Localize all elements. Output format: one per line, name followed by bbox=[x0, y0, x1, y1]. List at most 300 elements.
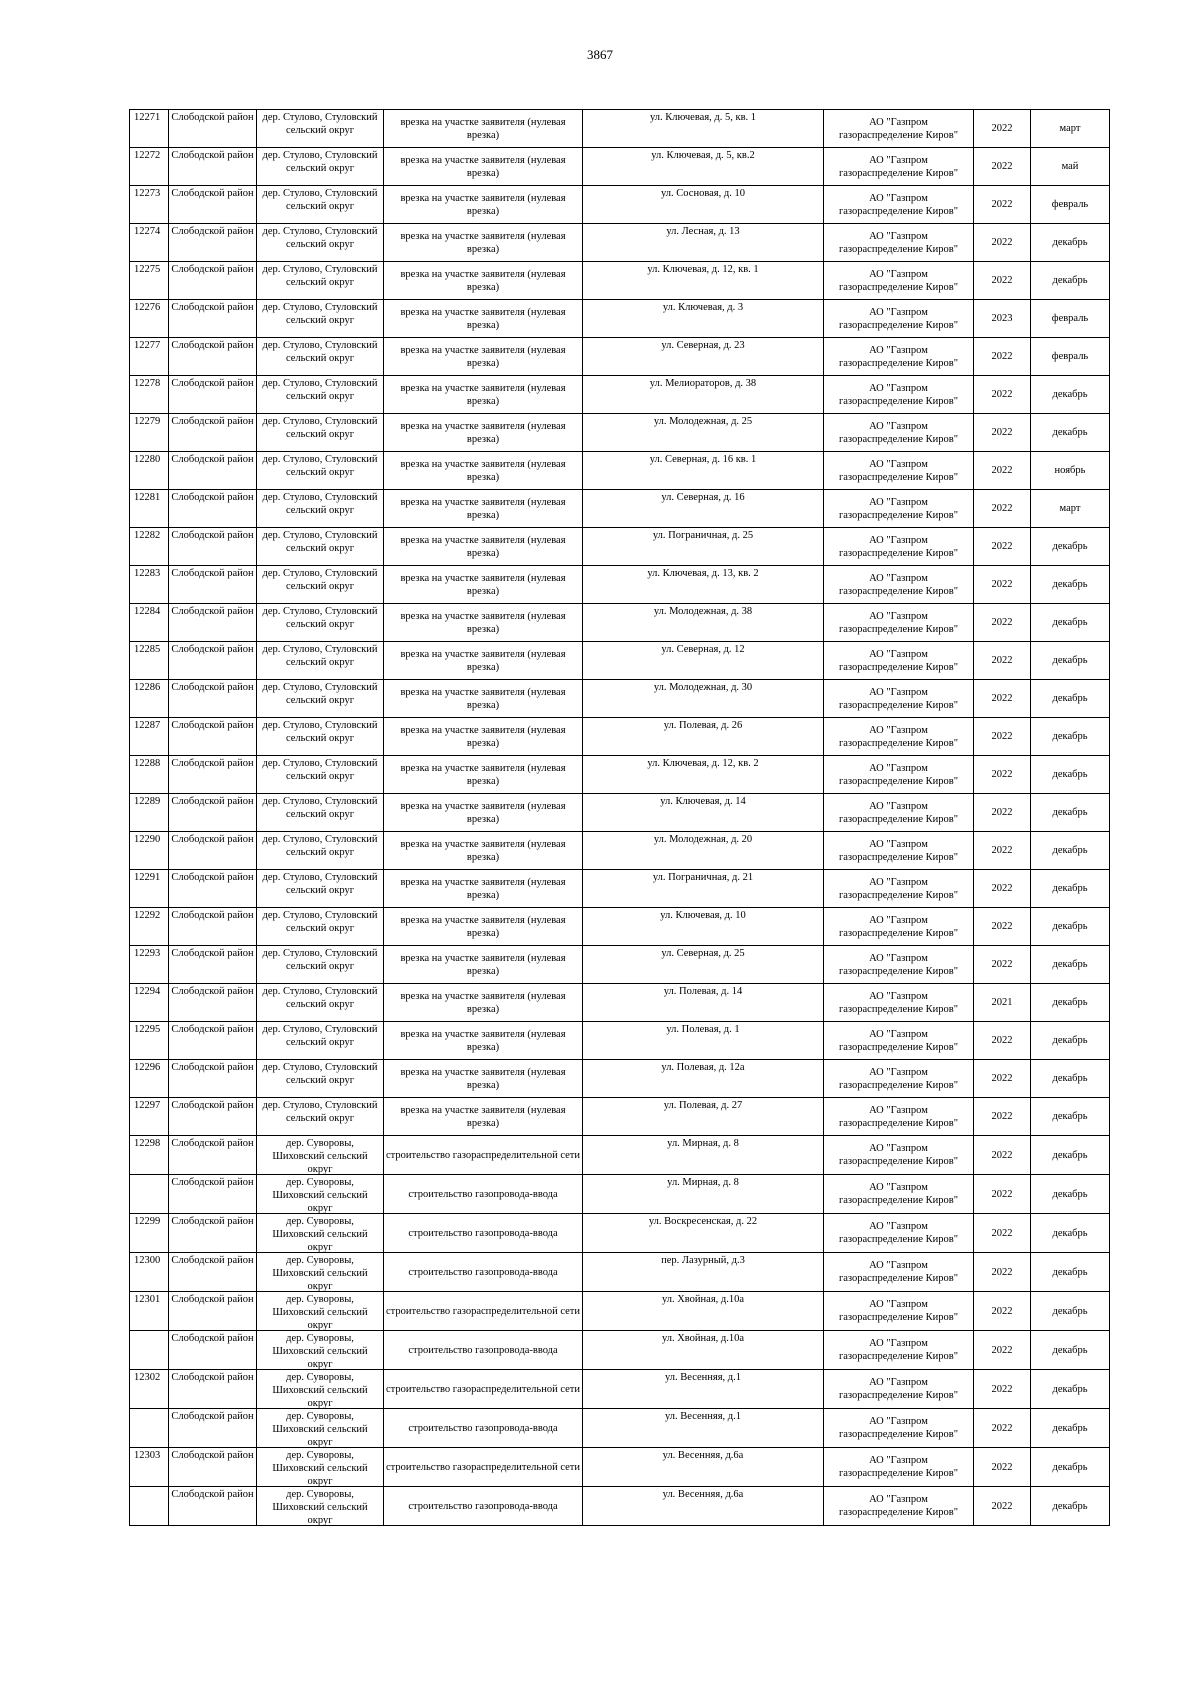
work-type-cell: строительство газопровода-ввода bbox=[384, 1331, 583, 1370]
address-cell: ул. Полевая, д. 1 bbox=[583, 1022, 824, 1060]
address-cell: ул. Молодежная, д. 38 bbox=[583, 604, 824, 642]
year-cell: 2022 bbox=[974, 1022, 1031, 1060]
year-cell: 2022 bbox=[974, 1175, 1031, 1214]
row-number: 12282 bbox=[130, 528, 169, 566]
year-cell: 2022 bbox=[974, 1409, 1031, 1448]
row-number: 12284 bbox=[130, 604, 169, 642]
address-cell: ул. Северная, д. 25 bbox=[583, 946, 824, 984]
table-row bbox=[130, 1292, 1110, 1331]
organization-cell: АО "Газпром газораспределение Киров" bbox=[824, 908, 974, 946]
district-cell: Слободской район bbox=[169, 262, 257, 300]
address-cell: ул. Молодежная, д. 20 bbox=[583, 832, 824, 870]
month-cell: декабрь bbox=[1031, 414, 1110, 452]
table-row bbox=[130, 1136, 1110, 1175]
table-row bbox=[130, 414, 1110, 452]
row-number: 12281 bbox=[130, 490, 169, 528]
settlement-cell bbox=[257, 1370, 384, 1409]
row-number: 12293 bbox=[130, 946, 169, 984]
address-cell: ул. Полевая, д. 14 bbox=[583, 984, 824, 1022]
work-type-cell: врезка на участке заявителя (нулевая врезка) bbox=[384, 262, 583, 300]
settlement-cell bbox=[257, 1292, 384, 1331]
row-number: 12274 bbox=[130, 224, 169, 262]
table-row bbox=[130, 1331, 1110, 1370]
address-cell: ул. Ключевая, д. 5, кв. 1 bbox=[583, 110, 824, 148]
organization-cell: АО "Газпром газораспределение Киров" bbox=[824, 1214, 974, 1253]
year-cell: 2022 bbox=[974, 832, 1031, 870]
work-type-cell: строительство газопровода-ввода bbox=[384, 1175, 583, 1214]
settlement-text: дер. Стулово, Стуловский сельский округ bbox=[262, 302, 378, 326]
row-number: 12292 bbox=[130, 908, 169, 946]
district-cell: Слободской район bbox=[169, 756, 257, 794]
table-row bbox=[130, 604, 1110, 642]
district-cell: Слободской район bbox=[169, 946, 257, 984]
month-cell: декабрь bbox=[1031, 984, 1110, 1022]
year-cell: 2022 bbox=[974, 490, 1031, 528]
settlement-cell bbox=[257, 680, 384, 718]
address-cell: ул. Хвойная, д.10а bbox=[583, 1331, 824, 1370]
row-number: 12289 bbox=[130, 794, 169, 832]
table-row bbox=[130, 338, 1110, 376]
address-cell: ул. Сосновая, д. 10 bbox=[583, 186, 824, 224]
row-number: 12300 bbox=[130, 1253, 169, 1292]
address-cell: ул. Весенняя, д.6а bbox=[583, 1448, 824, 1487]
organization-cell: АО "Газпром газораспределение Киров" bbox=[824, 338, 974, 376]
work-type-cell: врезка на участке заявителя (нулевая врезка) bbox=[384, 186, 583, 224]
row-number: 12296 bbox=[130, 1060, 169, 1098]
row-number: 12276 bbox=[130, 300, 169, 338]
row-number: 12272 bbox=[130, 148, 169, 186]
organization-cell: АО "Газпром газораспределение Киров" bbox=[824, 186, 974, 224]
district-cell: Слободской район bbox=[169, 642, 257, 680]
district-cell: Слободской район bbox=[169, 794, 257, 832]
row-number bbox=[130, 1487, 169, 1526]
month-cell: декабрь bbox=[1031, 1175, 1110, 1214]
settlement-text: дер. Суворовы, Шиховский сельский округ bbox=[272, 1294, 368, 1330]
settlement-text: дер. Стулово, Стуловский сельский округ bbox=[262, 796, 378, 820]
settlement-text: дер. Стулово, Стуловский сельский округ bbox=[262, 644, 378, 668]
row-number: 12285 bbox=[130, 642, 169, 680]
year-cell: 2022 bbox=[974, 908, 1031, 946]
address-cell: ул. Ключевая, д. 10 bbox=[583, 908, 824, 946]
month-cell: декабрь bbox=[1031, 1331, 1110, 1370]
work-type-cell: строительство газораспределительной сети bbox=[384, 1448, 583, 1487]
organization-cell: АО "Газпром газораспределение Киров" bbox=[824, 148, 974, 186]
work-type-cell: врезка на участке заявителя (нулевая врезка) bbox=[384, 908, 583, 946]
settlement-text: дер. Стулово, Стуловский сельский округ bbox=[262, 720, 378, 744]
gasification-registry-table bbox=[129, 109, 1110, 1526]
work-type-cell: врезка на участке заявителя (нулевая врезка) bbox=[384, 984, 583, 1022]
month-cell: февраль bbox=[1031, 338, 1110, 376]
year-cell: 2022 bbox=[974, 376, 1031, 414]
settlement-cell bbox=[257, 1022, 384, 1060]
district-cell: Слободской район bbox=[169, 452, 257, 490]
table-row bbox=[130, 1098, 1110, 1136]
table-row bbox=[130, 1175, 1110, 1214]
work-type-cell: врезка на участке заявителя (нулевая врезка) bbox=[384, 490, 583, 528]
district-cell: Слободской район bbox=[169, 604, 257, 642]
settlement-text: дер. Стулово, Стуловский сельский округ bbox=[262, 150, 378, 174]
settlement-text: дер. Стулово, Стуловский сельский округ bbox=[262, 986, 378, 1010]
row-number: 12303 bbox=[130, 1448, 169, 1487]
organization-cell: АО "Газпром газораспределение Киров" bbox=[824, 680, 974, 718]
table-row bbox=[130, 528, 1110, 566]
address-cell: пер. Лазурный, д.3 bbox=[583, 1253, 824, 1292]
district-cell: Слободской район bbox=[169, 1331, 257, 1370]
row-number: 12295 bbox=[130, 1022, 169, 1060]
work-type-cell: врезка на участке заявителя (нулевая врезка) bbox=[384, 148, 583, 186]
month-cell: декабрь bbox=[1031, 1022, 1110, 1060]
month-cell: декабрь bbox=[1031, 908, 1110, 946]
work-type-cell: врезка на участке заявителя (нулевая врезка) bbox=[384, 718, 583, 756]
work-type-cell: врезка на участке заявителя (нулевая врезка) bbox=[384, 756, 583, 794]
settlement-text: дер. Стулово, Стуловский сельский округ bbox=[262, 340, 378, 364]
month-cell: декабрь bbox=[1031, 832, 1110, 870]
organization-cell: АО "Газпром газораспределение Киров" bbox=[824, 110, 974, 148]
district-cell: Слободской район bbox=[169, 224, 257, 262]
month-cell: декабрь bbox=[1031, 870, 1110, 908]
settlement-cell bbox=[257, 224, 384, 262]
table-row bbox=[130, 642, 1110, 680]
settlement-cell bbox=[257, 1214, 384, 1253]
year-cell: 2022 bbox=[974, 452, 1031, 490]
table-row bbox=[130, 1409, 1110, 1448]
work-type-cell: врезка на участке заявителя (нулевая врезка) bbox=[384, 414, 583, 452]
settlement-cell bbox=[257, 1487, 384, 1526]
district-cell: Слободской район bbox=[169, 490, 257, 528]
district-cell: Слободской район bbox=[169, 908, 257, 946]
month-cell: декабрь bbox=[1031, 604, 1110, 642]
settlement-cell bbox=[257, 490, 384, 528]
organization-cell: АО "Газпром газораспределение Киров" bbox=[824, 756, 974, 794]
row-number: 12271 bbox=[130, 110, 169, 148]
settlement-text: дер. Стулово, Стуловский сельский округ bbox=[262, 568, 378, 592]
address-cell: ул. Воскресенская, д. 22 bbox=[583, 1214, 824, 1253]
row-number: 12301 bbox=[130, 1292, 169, 1331]
month-cell: декабрь bbox=[1031, 1370, 1110, 1409]
registry-body bbox=[130, 110, 1110, 1526]
settlement-cell bbox=[257, 1060, 384, 1098]
settlement-cell bbox=[257, 528, 384, 566]
year-cell: 2022 bbox=[974, 1370, 1031, 1409]
year-cell: 2022 bbox=[974, 870, 1031, 908]
work-type-cell: строительство газопровода-ввода bbox=[384, 1409, 583, 1448]
row-number: 12286 bbox=[130, 680, 169, 718]
district-cell: Слободской район bbox=[169, 1409, 257, 1448]
settlement-cell bbox=[257, 262, 384, 300]
table-row bbox=[130, 1487, 1110, 1526]
settlement-text: дер. Суворовы, Шиховский сельский округ bbox=[272, 1489, 368, 1525]
settlement-text: дер. Суворовы, Шиховский сельский округ bbox=[272, 1411, 368, 1447]
district-cell: Слободской район bbox=[169, 148, 257, 186]
year-cell: 2022 bbox=[974, 148, 1031, 186]
settlement-text: дер. Стулово, Стуловский сельский округ bbox=[262, 910, 378, 934]
month-cell: декабрь bbox=[1031, 718, 1110, 756]
address-cell: ул. Молодежная, д. 30 bbox=[583, 680, 824, 718]
row-number: 12290 bbox=[130, 832, 169, 870]
year-cell: 2022 bbox=[974, 1214, 1031, 1253]
organization-cell: АО "Газпром газораспределение Киров" bbox=[824, 946, 974, 984]
month-cell: декабрь bbox=[1031, 1487, 1110, 1526]
table-row bbox=[130, 832, 1110, 870]
settlement-cell bbox=[257, 1175, 384, 1214]
month-cell: декабрь bbox=[1031, 1214, 1110, 1253]
row-number: 12277 bbox=[130, 338, 169, 376]
year-cell: 2022 bbox=[974, 1292, 1031, 1331]
settlement-text: дер. Суворовы, Шиховский сельский округ bbox=[272, 1450, 368, 1486]
address-cell: ул. Полевая, д. 27 bbox=[583, 1098, 824, 1136]
organization-cell: АО "Газпром газораспределение Киров" bbox=[824, 414, 974, 452]
row-number bbox=[130, 1331, 169, 1370]
settlement-cell bbox=[257, 832, 384, 870]
row-number: 12298 bbox=[130, 1136, 169, 1175]
month-cell: декабрь bbox=[1031, 642, 1110, 680]
settlement-text: дер. Суворовы, Шиховский сельский округ bbox=[272, 1255, 368, 1291]
organization-cell: АО "Газпром газораспределение Киров" bbox=[824, 300, 974, 338]
settlement-text: дер. Стулово, Стуловский сельский округ bbox=[262, 454, 378, 478]
organization-cell: АО "Газпром газораспределение Киров" bbox=[824, 1253, 974, 1292]
year-cell: 2022 bbox=[974, 794, 1031, 832]
settlement-text: дер. Стулово, Стуловский сельский округ bbox=[262, 948, 378, 972]
district-cell: Слободской район bbox=[169, 718, 257, 756]
settlement-cell bbox=[257, 718, 384, 756]
row-number bbox=[130, 1409, 169, 1448]
district-cell: Слободской район bbox=[169, 1098, 257, 1136]
organization-cell: АО "Газпром газораспределение Киров" bbox=[824, 832, 974, 870]
organization-cell: АО "Газпром газораспределение Киров" bbox=[824, 1487, 974, 1526]
row-number: 12288 bbox=[130, 756, 169, 794]
settlement-cell bbox=[257, 566, 384, 604]
organization-cell: АО "Газпром газораспределение Киров" bbox=[824, 794, 974, 832]
settlement-text: дер. Стулово, Стуловский сельский округ bbox=[262, 492, 378, 516]
district-cell: Слободской район bbox=[169, 376, 257, 414]
year-cell: 2022 bbox=[974, 1136, 1031, 1175]
settlement-text: дер. Стулово, Стуловский сельский округ bbox=[262, 530, 378, 554]
table-row bbox=[130, 1370, 1110, 1409]
settlement-text: дер. Стулово, Стуловский сельский округ bbox=[262, 112, 378, 136]
address-cell: ул. Весенняя, д.6а bbox=[583, 1487, 824, 1526]
district-cell: Слободской район bbox=[169, 414, 257, 452]
address-cell: ул. Северная, д. 16 кв. 1 bbox=[583, 452, 824, 490]
district-cell: Слободской район bbox=[169, 1448, 257, 1487]
settlement-text: дер. Стулово, Стуловский сельский округ bbox=[262, 378, 378, 402]
settlement-text: дер. Стулово, Стуловский сельский округ bbox=[262, 264, 378, 288]
table-row bbox=[130, 908, 1110, 946]
organization-cell: АО "Газпром газораспределение Киров" bbox=[824, 262, 974, 300]
district-cell: Слободской район bbox=[169, 528, 257, 566]
organization-cell: АО "Газпром газораспределение Киров" bbox=[824, 718, 974, 756]
organization-cell: АО "Газпром газораспределение Киров" bbox=[824, 452, 974, 490]
district-cell: Слободской район bbox=[169, 832, 257, 870]
address-cell: ул. Весенняя, д.1 bbox=[583, 1370, 824, 1409]
month-cell: февраль bbox=[1031, 186, 1110, 224]
district-cell: Слободской район bbox=[169, 984, 257, 1022]
work-type-cell: врезка на участке заявителя (нулевая врезка) bbox=[384, 642, 583, 680]
settlement-cell bbox=[257, 1331, 384, 1370]
address-cell: ул. Ключевая, д. 13, кв. 2 bbox=[583, 566, 824, 604]
table-row bbox=[130, 452, 1110, 490]
settlement-cell bbox=[257, 1448, 384, 1487]
address-cell: ул. Полевая, д. 12а bbox=[583, 1060, 824, 1098]
month-cell: май bbox=[1031, 148, 1110, 186]
organization-cell: АО "Газпром газораспределение Киров" bbox=[824, 224, 974, 262]
month-cell: декабрь bbox=[1031, 566, 1110, 604]
table-row bbox=[130, 794, 1110, 832]
settlement-text: дер. Стулово, Стуловский сельский округ bbox=[262, 1062, 378, 1086]
district-cell: Слободской район bbox=[169, 338, 257, 376]
row-number: 12273 bbox=[130, 186, 169, 224]
month-cell: декабрь bbox=[1031, 1060, 1110, 1098]
work-type-cell: врезка на участке заявителя (нулевая врезка) bbox=[384, 1060, 583, 1098]
table-row bbox=[130, 1214, 1110, 1253]
organization-cell: АО "Газпром газораспределение Киров" bbox=[824, 984, 974, 1022]
address-cell: ул. Пограничная, д. 21 bbox=[583, 870, 824, 908]
settlement-text: дер. Стулово, Стуловский сельский округ bbox=[262, 758, 378, 782]
address-cell: ул. Мирная, д. 8 bbox=[583, 1175, 824, 1214]
address-cell: ул. Ключевая, д. 3 bbox=[583, 300, 824, 338]
year-cell: 2022 bbox=[974, 680, 1031, 718]
row-number: 12302 bbox=[130, 1370, 169, 1409]
work-type-cell: врезка на участке заявителя (нулевая врезка) bbox=[384, 1098, 583, 1136]
settlement-cell bbox=[257, 338, 384, 376]
table-row bbox=[130, 490, 1110, 528]
district-cell: Слободской район bbox=[169, 1136, 257, 1175]
settlement-text: дер. Стулово, Стуловский сельский округ bbox=[262, 188, 378, 212]
month-cell: декабрь bbox=[1031, 262, 1110, 300]
district-cell: Слободской район bbox=[169, 1175, 257, 1214]
address-cell: ул. Пограничная, д. 25 bbox=[583, 528, 824, 566]
district-cell: Слободской район bbox=[169, 566, 257, 604]
settlement-cell bbox=[257, 908, 384, 946]
organization-cell: АО "Газпром газораспределение Киров" bbox=[824, 604, 974, 642]
row-number: 12287 bbox=[130, 718, 169, 756]
address-cell: ул. Ключевая, д. 5, кв.2 bbox=[583, 148, 824, 186]
address-cell: ул. Ключевая, д. 14 bbox=[583, 794, 824, 832]
month-cell: декабрь bbox=[1031, 1136, 1110, 1175]
month-cell: декабрь bbox=[1031, 1253, 1110, 1292]
year-cell: 2022 bbox=[974, 1060, 1031, 1098]
table-row bbox=[130, 946, 1110, 984]
month-cell: декабрь bbox=[1031, 680, 1110, 718]
table-row bbox=[130, 300, 1110, 338]
month-cell: декабрь bbox=[1031, 794, 1110, 832]
organization-cell: АО "Газпром газораспределение Киров" bbox=[824, 642, 974, 680]
address-cell: ул. Мирная, д. 8 bbox=[583, 1136, 824, 1175]
settlement-text: дер. Суворовы, Шиховский сельский округ bbox=[272, 1138, 368, 1174]
table-row bbox=[130, 224, 1110, 262]
settlement-text: дер. Стулово, Стуловский сельский округ bbox=[262, 834, 378, 858]
settlement-cell bbox=[257, 946, 384, 984]
table-row bbox=[130, 376, 1110, 414]
settlement-text: дер. Стулово, Стуловский сельский округ bbox=[262, 682, 378, 706]
settlement-text: дер. Суворовы, Шиховский сельский округ bbox=[272, 1216, 368, 1252]
settlement-cell bbox=[257, 452, 384, 490]
settlement-cell bbox=[257, 870, 384, 908]
organization-cell: АО "Газпром газораспределение Киров" bbox=[824, 566, 974, 604]
district-cell: Слободской район bbox=[169, 680, 257, 718]
work-type-cell: врезка на участке заявителя (нулевая врезка) bbox=[384, 376, 583, 414]
year-cell: 2022 bbox=[974, 224, 1031, 262]
settlement-cell bbox=[257, 604, 384, 642]
organization-cell: АО "Газпром газораспределение Киров" bbox=[824, 1175, 974, 1214]
settlement-text: дер. Суворовы, Шиховский сельский округ bbox=[272, 1372, 368, 1408]
settlement-cell bbox=[257, 148, 384, 186]
work-type-cell: врезка на участке заявителя (нулевая врезка) bbox=[384, 300, 583, 338]
year-cell: 2022 bbox=[974, 1331, 1031, 1370]
year-cell: 2022 bbox=[974, 186, 1031, 224]
year-cell: 2022 bbox=[974, 604, 1031, 642]
settlement-text: дер. Стулово, Стуловский сельский округ bbox=[262, 416, 378, 440]
settlement-text: дер. Стулово, Стуловский сельский округ bbox=[262, 872, 378, 896]
month-cell: декабрь bbox=[1031, 376, 1110, 414]
row-number bbox=[130, 1175, 169, 1214]
table-row bbox=[130, 262, 1110, 300]
work-type-cell: врезка на участке заявителя (нулевая врезка) bbox=[384, 528, 583, 566]
organization-cell: АО "Газпром газораспределение Киров" bbox=[824, 1331, 974, 1370]
settlement-text: дер. Стулово, Стуловский сельский округ bbox=[262, 606, 378, 630]
settlement-cell bbox=[257, 300, 384, 338]
work-type-cell: строительство газопровода-ввода bbox=[384, 1253, 583, 1292]
address-cell: ул. Лесная, д. 13 bbox=[583, 224, 824, 262]
settlement-text: дер. Стулово, Стуловский сельский округ bbox=[262, 226, 378, 250]
settlement-cell bbox=[257, 186, 384, 224]
district-cell: Слободской район bbox=[169, 1253, 257, 1292]
address-cell: ул. Весенняя, д.1 bbox=[583, 1409, 824, 1448]
district-cell: Слободской район bbox=[169, 1370, 257, 1409]
settlement-cell bbox=[257, 414, 384, 452]
organization-cell: АО "Газпром газораспределение Киров" bbox=[824, 1448, 974, 1487]
organization-cell: АО "Газпром газораспределение Киров" bbox=[824, 1098, 974, 1136]
organization-cell: АО "Газпром газораспределение Киров" bbox=[824, 1370, 974, 1409]
year-cell: 2022 bbox=[974, 718, 1031, 756]
settlement-cell bbox=[257, 794, 384, 832]
work-type-cell: врезка на участке заявителя (нулевая врезка) bbox=[384, 604, 583, 642]
year-cell: 2022 bbox=[974, 1448, 1031, 1487]
address-cell: ул. Северная, д. 16 bbox=[583, 490, 824, 528]
table-row bbox=[130, 680, 1110, 718]
year-cell: 2022 bbox=[974, 1487, 1031, 1526]
work-type-cell: строительство газораспределительной сети bbox=[384, 1292, 583, 1331]
work-type-cell: врезка на участке заявителя (нулевая врезка) bbox=[384, 680, 583, 718]
settlement-cell bbox=[257, 756, 384, 794]
year-cell: 2022 bbox=[974, 528, 1031, 566]
month-cell: декабрь bbox=[1031, 224, 1110, 262]
year-cell: 2022 bbox=[974, 262, 1031, 300]
address-cell: ул. Хвойная, д.10а bbox=[583, 1292, 824, 1331]
table-row bbox=[130, 756, 1110, 794]
year-cell: 2021 bbox=[974, 984, 1031, 1022]
organization-cell: АО "Газпром газораспределение Киров" bbox=[824, 1022, 974, 1060]
year-cell: 2022 bbox=[974, 414, 1031, 452]
district-cell: Слободской район bbox=[169, 110, 257, 148]
work-type-cell: строительство газораспределительной сети bbox=[384, 1370, 583, 1409]
year-cell: 2022 bbox=[974, 110, 1031, 148]
district-cell: Слободской район bbox=[169, 1060, 257, 1098]
settlement-text: дер. Стулово, Стуловский сельский округ bbox=[262, 1100, 378, 1124]
year-cell: 2023 bbox=[974, 300, 1031, 338]
organization-cell: АО "Газпром газораспределение Киров" bbox=[824, 870, 974, 908]
address-cell: ул. Северная, д. 23 bbox=[583, 338, 824, 376]
row-number: 12283 bbox=[130, 566, 169, 604]
address-cell: ул. Полевая, д. 26 bbox=[583, 718, 824, 756]
year-cell: 2022 bbox=[974, 642, 1031, 680]
settlement-cell bbox=[257, 1136, 384, 1175]
row-number: 12280 bbox=[130, 452, 169, 490]
table-row bbox=[130, 718, 1110, 756]
month-cell: декабрь bbox=[1031, 528, 1110, 566]
organization-cell: АО "Газпром газораспределение Киров" bbox=[824, 490, 974, 528]
row-number: 12297 bbox=[130, 1098, 169, 1136]
organization-cell: АО "Газпром газораспределение Киров" bbox=[824, 1136, 974, 1175]
